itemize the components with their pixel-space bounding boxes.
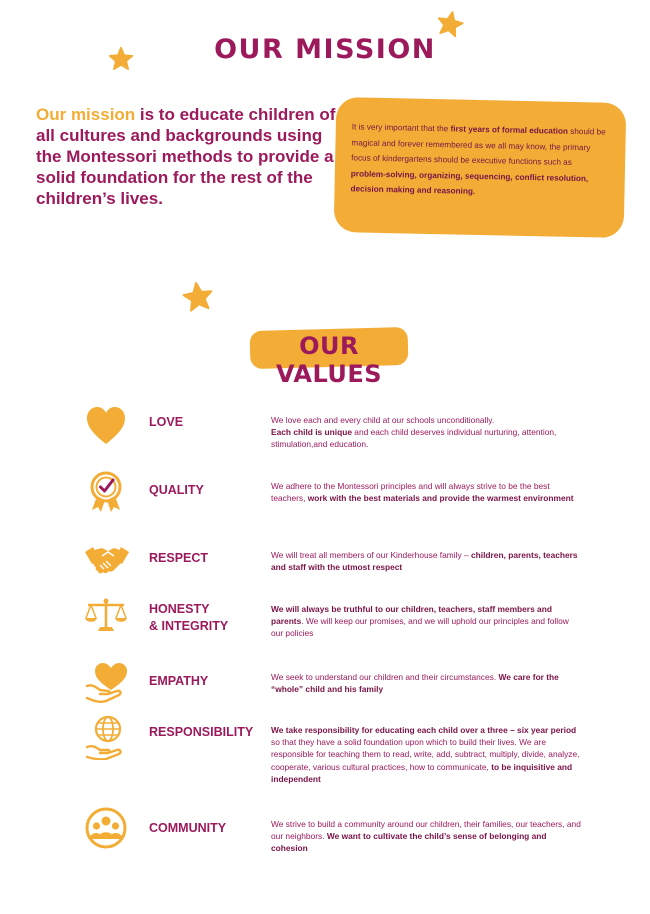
value-desc-text: We strive to build a community around our children, their families, our teachers, and our neighbors. <box>271 819 581 842</box>
heart-icon <box>84 404 128 448</box>
value-desc-text: and each child deserves individual nurturing, attention, stimulation,and education. <box>271 427 557 450</box>
mission-callout-box <box>334 97 627 238</box>
mission-box-bold: first years of formal education <box>450 124 569 136</box>
hand-heart-icon <box>84 660 128 704</box>
value-desc-bold: We want to cultivate the child’s sense of belonging and cohesion <box>271 831 547 854</box>
value-desc-bold: children, parents, teachers and staff with the utmost respect <box>271 550 578 573</box>
value-desc-bold: We will always be truthful to our children, teachers, staff members and parents <box>271 604 552 627</box>
value-desc-text: We love each and every child at our schools unconditionally. <box>271 415 495 425</box>
scales-icon <box>84 596 128 640</box>
mission-highlight: Our mission <box>36 105 136 124</box>
hand-globe-icon <box>84 714 128 758</box>
value-description <box>271 724 581 785</box>
value-name: RESPONSIBILITY <box>149 725 254 739</box>
mission-statement-text: is to educate children of all cultures and backgrounds using the Montessori methods to provide a solid foundation for the rest of the children’s lives. <box>36 105 336 208</box>
values-title: OUR VALUES <box>275 332 383 388</box>
value-description <box>271 671 581 695</box>
value-name: QUALITY <box>149 483 204 497</box>
value-desc-text: We adhere to the Montessori principles and will always strive to be the best teachers, <box>271 481 550 504</box>
mission-box-text: should be magical and forever remembered as we all may know, the primary focus of kindergartens should be executive functions such as <box>351 126 606 168</box>
values-title-badge <box>250 326 408 388</box>
star-icon <box>182 281 214 313</box>
mission-box-text: It is very important that the <box>351 122 451 134</box>
award-ribbon-icon <box>84 470 128 514</box>
value-desc-text: We seek to understand our children and their circumstances. <box>271 672 499 682</box>
value-desc-text: so that they have a solid foundation upon which to build their lives. We are responsible for teaching them to read, write, add, subtract, multiply, divide, analyze, cooperate, various cultural practices, how to communicate, <box>271 737 580 772</box>
value-name: EMPATHY <box>149 674 209 688</box>
value-desc-bold: We take responsibility for educating each child over a three – six year period <box>271 725 577 735</box>
value-name: LOVE <box>149 415 184 429</box>
value-description <box>271 549 581 573</box>
value-desc-bold: We care for the “whole” child and his family <box>271 672 559 695</box>
mission-title: OUR MISSION <box>214 34 436 65</box>
value-description <box>271 603 581 640</box>
value-desc-text: We will treat all members of our Kinderhouse family – <box>271 550 471 560</box>
value-desc-text: . We will keep our promises, and we will uphold our principles and follow our policies <box>271 616 569 639</box>
value-desc-bold: work with the best materials and provide the warmest environment <box>307 493 574 504</box>
value-description <box>271 818 581 855</box>
value-name: RESPECT <box>149 551 209 565</box>
value-name: HONESTY & INTEGRITY <box>149 602 229 633</box>
value-description <box>271 414 581 451</box>
value-desc-bold: Each child is unique <box>271 427 352 438</box>
community-people-icon <box>84 806 128 850</box>
handshake-icon <box>84 538 128 582</box>
mission-statement <box>36 104 336 209</box>
value-description <box>271 480 581 504</box>
value-name: COMMUNITY <box>149 821 227 835</box>
value-desc-bold: to be inquisitive and independent <box>271 761 573 784</box>
mission-box-bold: problem-solving, organizing, sequencing, conflict resolution, decision making and reasoning. <box>350 169 589 197</box>
